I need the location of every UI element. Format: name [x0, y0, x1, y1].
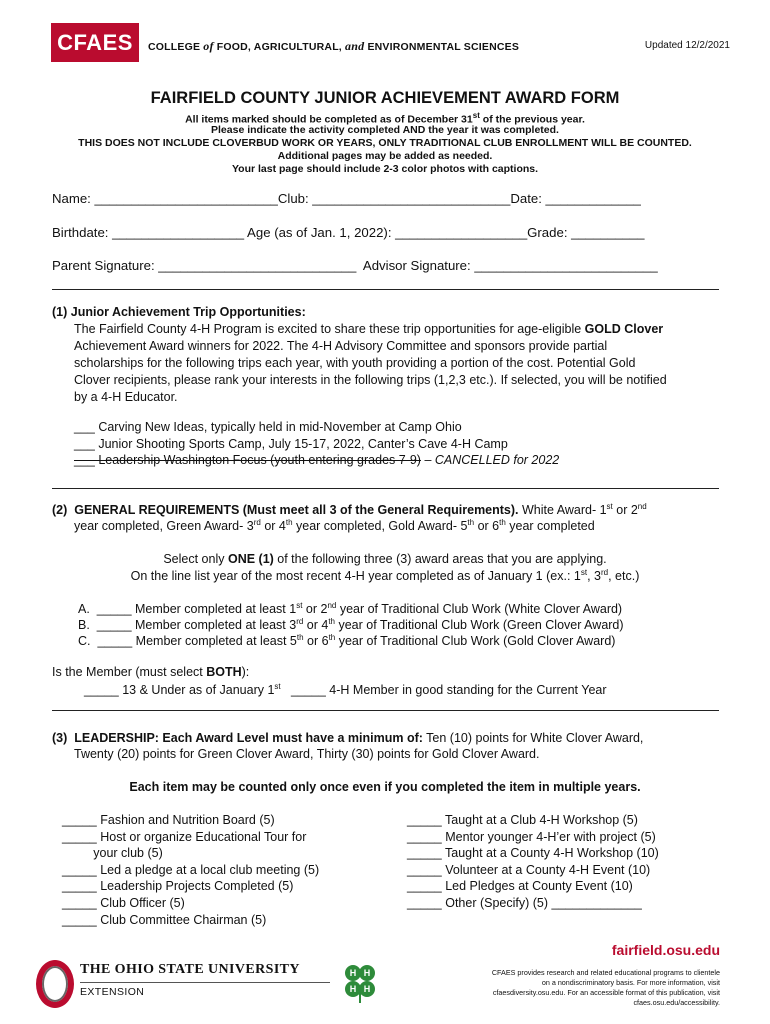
section1-paragraph: The Fairfield County 4-H Program is excited to share these trip opportunities for age-eligible GOLD Clover Achievement Award winners for 2022. The 4-H Advisory Committee and sponsors provide partial scholarships for the following trips each year, with youth providing a portion of the cost. Potential Gold Clover recipients, please rank your interests in the following trips (1,2,3 etc.). If selected, you will be notified by a 4-H Educator.: [74, 322, 667, 404]
leadership-item[interactable]: _____ Led a pledge at a local club meeting (5): [62, 862, 320, 877]
section3-note: Each item may be counted only once even if you completed the item in multiple years.: [129, 780, 641, 794]
instruction-line: All items marked should be completed as of December 31st of the previous year.: [185, 111, 585, 126]
osu-extension-logo: [36, 960, 316, 1006]
county-url[interactable]: fairfield.osu.edu: [611, 942, 720, 958]
award-option-green[interactable]: B. _____ Member completed at least 3rd or 4th year of Traditional Club Work (Green Clover Award): [78, 617, 624, 633]
leadership-list-right: [407, 812, 659, 912]
award-option-gold[interactable]: C. _____ Member completed at least 5th or 6th year of Traditional Club Work (Gold Clover Award): [78, 633, 616, 649]
instruction-line: Additional pages may be added as needed.: [277, 150, 493, 162]
leadership-item[interactable]: _____ Taught at a County 4-H Workshop (10): [407, 846, 659, 861]
trip-option[interactable]: ___ Junior Shooting Sports Camp, July 15-17, 2022, Canter’s Cave 4-H Camp: [74, 437, 508, 451]
select-one-instruction: Select only ONE (1) of the following three (3) award areas that you are applying.: [163, 552, 607, 566]
trip-option-cancelled: ___ Leadership Washington Focus (youth entering grades 7-9) – CANCELLED for 2022: [74, 453, 560, 467]
leadership-item[interactable]: _____ Volunteer at a County 4-H Event (10): [407, 862, 651, 877]
leadership-item[interactable]: _____ Leadership Projects Completed (5): [62, 879, 294, 894]
birthdate-age-grade-fields[interactable]: Birthdate: __________________ Age (as of Jan. 1, 2022): __________________Grade: __________: [52, 225, 645, 240]
name-club-date-fields[interactable]: Name: _________________________Club: ___________________________Date: _____________: [52, 191, 641, 206]
divider: [52, 488, 719, 489]
leadership-item[interactable]: _____ Other (Specify) (5) _____________: [407, 895, 642, 910]
leadership-item[interactable]: _____ Club Officer (5): [62, 895, 185, 910]
university-name: THE OHIO STATE UNIVERSITY: [80, 962, 300, 977]
logo-divider: [80, 982, 330, 983]
trip-option[interactable]: ___ Carving New Ideas, typically held in mid-November at Camp Ohio: [74, 420, 462, 434]
leadership-item: your club (5): [62, 846, 163, 861]
section3-heading: (3) LEADERSHIP: Each Award Level must have a minimum of: Ten (10) points for White Clover Award,: [52, 731, 644, 745]
leadership-item[interactable]: _____ Club Committee Chairman (5): [62, 912, 267, 927]
block-o-icon: [36, 960, 74, 1008]
svg-text:H: H: [363, 968, 371, 978]
list-year-instruction: On the line list year of the most recent 4-H year completed as of January 1 (ex.: 1st, 3rd, etc.): [130, 568, 640, 584]
section2-heading: (2) GENERAL REQUIREMENTS (Must meet all 3 of the General Requirements). White Award- 1st or 2nd: [52, 502, 647, 518]
member-checks[interactable]: _____ 13 & Under as of January 1st _____ 4-H Member in good standing for the Current Year: [84, 682, 607, 698]
4h-clover-icon: [338, 960, 382, 1004]
leadership-item[interactable]: _____ Led Pledges at County Event (10): [407, 879, 633, 894]
leadership-item[interactable]: _____ Mentor younger 4-H’er with project (5): [407, 829, 656, 844]
nondiscrimination-statement: CFAES provides research and related educational programs to clientele on a nondiscriminatory basis. For more information, visit cfaesdiversity.osu.edu. For an accessible format of this publication, visit cfaes.osu.edu/accessibility.: [491, 968, 720, 1007]
college-name: COLLEGE of FOOD, AGRICULTURAL, and ENVIRONMENTAL SCIENCES: [148, 39, 520, 53]
signature-fields[interactable]: Parent Signature: ___________________________ Advisor Signature: _________________________: [52, 258, 658, 273]
leadership-list-left: [62, 812, 319, 928]
leadership-item[interactable]: _____ Host or organize Educational Tour for: [62, 829, 307, 844]
section2-award-years: year completed, Green Award- 3rd or 4th year completed, Gold Award- 5th or 6th year completed: [74, 518, 595, 534]
cfaes-logo: CFAES: [51, 23, 139, 62]
section3-points: Twenty (20) points for Green Clover Award, Thirty (30) points for Gold Clover Award.: [74, 747, 540, 761]
member-requirement: Is the Member (must select BOTH):: [52, 665, 250, 679]
award-option-white[interactable]: A. _____ Member completed at least 1st or 2nd year of Traditional Club Work (White Clover Award): [78, 601, 623, 617]
section1-heading: (1) Junior Achievement Trip Opportunities:: [52, 305, 306, 319]
svg-text:H: H: [349, 968, 357, 978]
leadership-item[interactable]: _____ Fashion and Nutrition Board (5): [62, 813, 275, 827]
divider: [52, 710, 719, 711]
extension-label: EXTENSION: [80, 986, 145, 998]
svg-text:H: H: [363, 984, 371, 994]
form-title: FAIRFIELD COUNTY JUNIOR ACHIEVEMENT AWARD FORM: [150, 89, 620, 107]
divider: [52, 289, 719, 290]
leadership-item[interactable]: _____ Taught at a Club 4-H Workshop (5): [407, 813, 638, 827]
svg-text:H: H: [349, 984, 357, 994]
instruction-line: Your last page should include 2-3 color photos with captions.: [231, 163, 539, 175]
instruction-line: THIS DOES NOT INCLUDE CLOVERBUD WORK OR YEARS, ONLY TRADITIONAL CLUB ENROLLMENT WILL BE COUNTED.: [78, 137, 692, 149]
updated-date: Updated 12/2/2021: [644, 40, 730, 51]
instruction-line: Please indicate the activity completed AND the year it was completed.: [211, 124, 559, 136]
